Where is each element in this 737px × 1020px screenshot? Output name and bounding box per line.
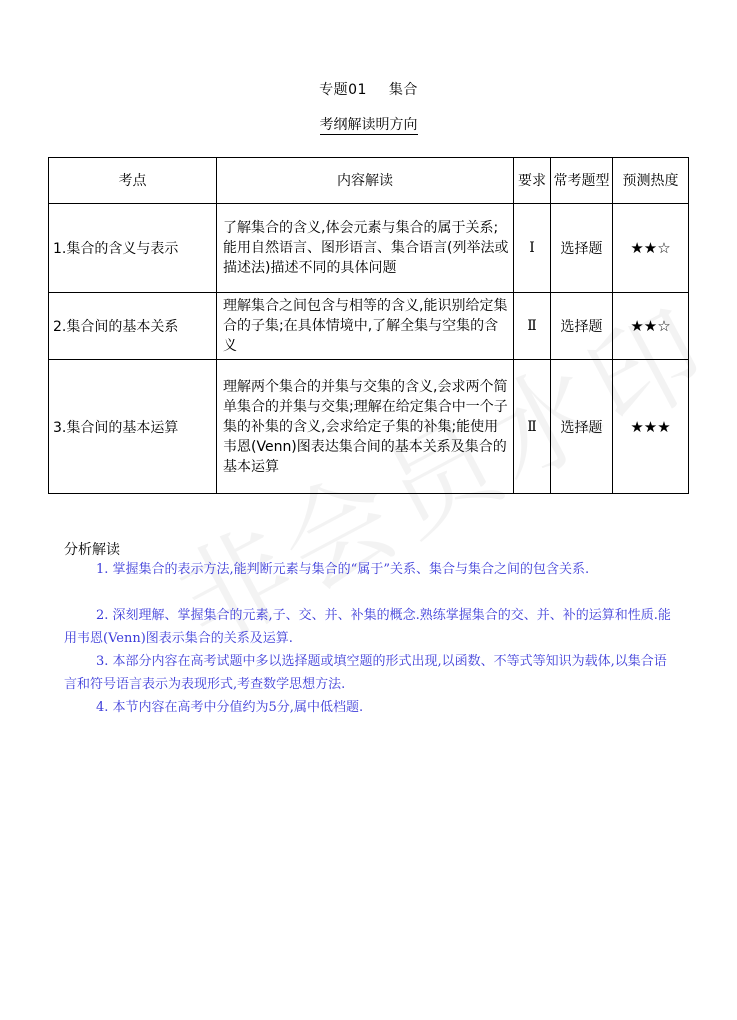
row-requirement: Ⅱ: [514, 360, 551, 494]
row-topic: 3.集合间的基本运算: [49, 360, 217, 494]
analysis-paragraph-4: 4. 本节内容在高考中分值约为5分,属中低档题.: [96, 700, 364, 715]
row-content: 理解两个集合的并集与交集的含义,会求两个简单集合的并集与交集;理解在给定集合中一个子集的补集的含义,会求给定子集的补集;能使用韦恩(Venn)图表达集合间的基本关系及集合的基本运算: [217, 360, 514, 494]
row-type: 选择题: [551, 204, 613, 293]
row-requirement: Ⅱ: [514, 293, 551, 360]
table-row: [49, 293, 689, 360]
row-heat-stars: ★★☆: [613, 293, 689, 360]
row-heat-stars: ★★★: [613, 360, 689, 494]
analysis-paragraph-2: 2. 深刻理解、掌握集合的元素,子、交、并、补集的概念.熟练掌握集合的交、并、补的运算和性质.能用韦恩(Venn)图表示集合的关系及运算.: [64, 608, 671, 646]
table-header-row: [49, 158, 689, 204]
syllabus-table: [48, 157, 689, 494]
row-type: 选择题: [551, 293, 613, 360]
row-content: 理解集合之间包含与相等的含义,能识别给定集合的子集;在具体情境中,了解全集与空集的含义: [217, 293, 514, 360]
row-type: 选择题: [551, 360, 613, 494]
row-topic: 2.集合间的基本关系: [49, 293, 217, 360]
topic-name: 集合: [388, 82, 418, 98]
row-requirement: Ⅰ: [514, 204, 551, 293]
table-row: [49, 204, 689, 293]
topic-number: 专题01: [319, 82, 367, 98]
analysis-paragraph-1: 1. 掌握集合的表示方法,能判断元素与集合的“属于”关系、集合与集合之间的包含关系.: [96, 562, 590, 577]
subtitle-text: 考纲解读明方向: [319, 117, 418, 133]
header-topic: 考点: [49, 158, 217, 204]
row-heat-stars: ★★☆: [613, 204, 689, 293]
header-content: 内容解读: [217, 158, 514, 204]
row-content: 了解集合的含义,体会元素与集合的属于关系;能用自然语言、图形语言、集合语言(列举法或描述法)描述不同的具体问题: [217, 204, 514, 293]
page-subtitle: [0, 114, 737, 134]
table-row: [49, 360, 689, 494]
header-heat: 预测热度: [613, 158, 689, 204]
header-requirement: 要求: [514, 158, 551, 204]
page-title: [0, 79, 737, 99]
analysis-paragraph-3: 3. 本部分内容在高考试题中多以选择题或填空题的形式出现,以函数、不等式等知识为载体,以集合语言和符号语言表示为表现形式,考查数学思想方法.: [64, 654, 667, 692]
analysis-heading: 分析解读: [64, 542, 120, 558]
row-topic: 1.集合的含义与表示: [49, 204, 217, 293]
header-type: 常考题型: [551, 158, 613, 204]
